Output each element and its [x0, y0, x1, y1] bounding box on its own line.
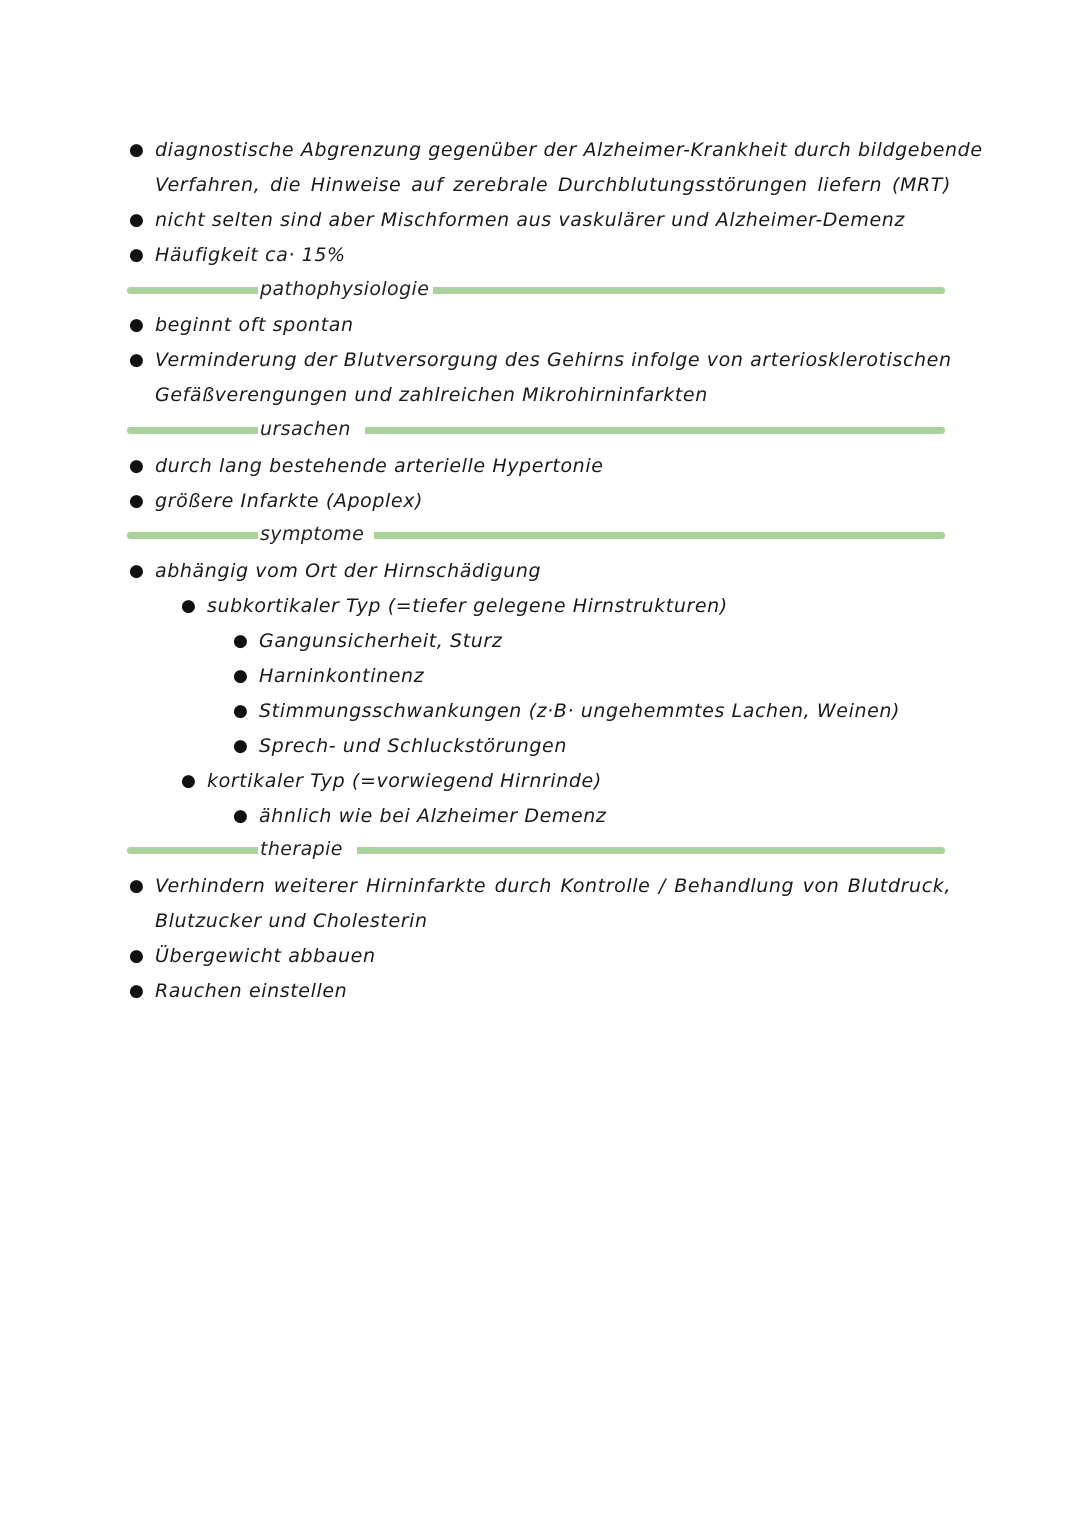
bullet-dot: ● — [129, 350, 145, 370]
bullet-verhindern: ● Verhindern weiterer Hirninfarkte durch Kontrolle / Behandlung von Blutdruck, Blutzucker und Cholesterin — [155, 869, 951, 939]
bullet-haeufigkeit: ● Häufigkeit ca· 15% — [155, 238, 346, 273]
bullet-dot: ● — [129, 491, 145, 511]
bullet-aehnlich: ● ähnlich wie bei Alzheimer Demenz — [259, 799, 606, 834]
bullet-gang: ● Gangunsicherheit, Sturz — [259, 624, 502, 659]
heading-bar — [127, 532, 945, 539]
bullet-dot: ● — [233, 736, 249, 756]
bullet-uebergewicht: ● Übergewicht abbauen — [155, 939, 376, 974]
heading-pathophysiologie: pathophysiologie — [127, 274, 945, 304]
heading-bar — [127, 427, 945, 434]
bullet-dot: ● — [233, 631, 249, 651]
bullet-abhaengig: ● abhängig vom Ort der Hirnschädigung — [155, 554, 541, 589]
heading-ursachen: ursachen — [127, 414, 945, 444]
bullet-dot: ● — [233, 806, 249, 826]
bullet-subkortikal: ● subkortikaler Typ (=tiefer gelegene Hirnstrukturen) — [207, 589, 728, 624]
bullet-dot: ● — [129, 315, 145, 335]
bullet-stimmung: ● Stimmungsschwankungen (z·B· ungehemmtes Lachen, Weinen) — [259, 694, 900, 729]
bullet-dot: ● — [233, 666, 249, 686]
bullet-beginnt: ● beginnt oft spontan — [155, 308, 354, 343]
bullet-dot: ● — [129, 946, 145, 966]
bullet-hypertonie: ● durch lang bestehende arterielle Hypertonie — [155, 449, 604, 484]
bullet-dot: ● — [129, 210, 145, 230]
bullet-rauchen: ● Rauchen einstellen — [155, 974, 347, 1009]
bullet-mischformen: ● nicht selten sind aber Mischformen aus vaskulärer und Alzheimer-Demenz — [155, 203, 905, 238]
bullet-dot: ● — [233, 701, 249, 721]
bullet-dot: ● — [129, 561, 145, 581]
heading-symptome: symptome — [127, 519, 945, 549]
bullet-dot: ● — [181, 596, 197, 616]
bullet-dot: ● — [129, 876, 145, 896]
bullet-dot: ● — [129, 140, 145, 160]
bullet-dot: ● — [129, 245, 145, 265]
heading-therapie: therapie — [127, 834, 945, 864]
bullet-verminderung: ● Verminderung der Blutversorgung des Gehirns infolge von arteriosklerotischen Gefäßverengungen und zahlreichen Mikrohirninfarkten — [155, 343, 951, 413]
bullet-infarkte: ● größere Infarkte (Apoplex) — [155, 484, 423, 519]
bullet-diagnostik: ● diagnostische Abgrenzung gegenüber der Alzheimer-Krankheit durch bildgebende Verfahren, die Hinweise auf zerebrale Durchblutungsstörungen liefern (MRT) — [155, 133, 951, 203]
heading-bar — [127, 287, 945, 294]
heading-bar — [127, 847, 945, 854]
bullet-kortikal: ● kortikaler Typ (=vorwiegend Hirnrinde) — [207, 764, 602, 799]
bullet-dot: ● — [181, 771, 197, 791]
bullet-sprech: ● Sprech- und Schluckstörungen — [259, 729, 567, 764]
bullet-dot: ● — [129, 981, 145, 1001]
bullet-dot: ● — [129, 456, 145, 476]
bullet-harn: ● Harninkontinenz — [259, 659, 424, 694]
